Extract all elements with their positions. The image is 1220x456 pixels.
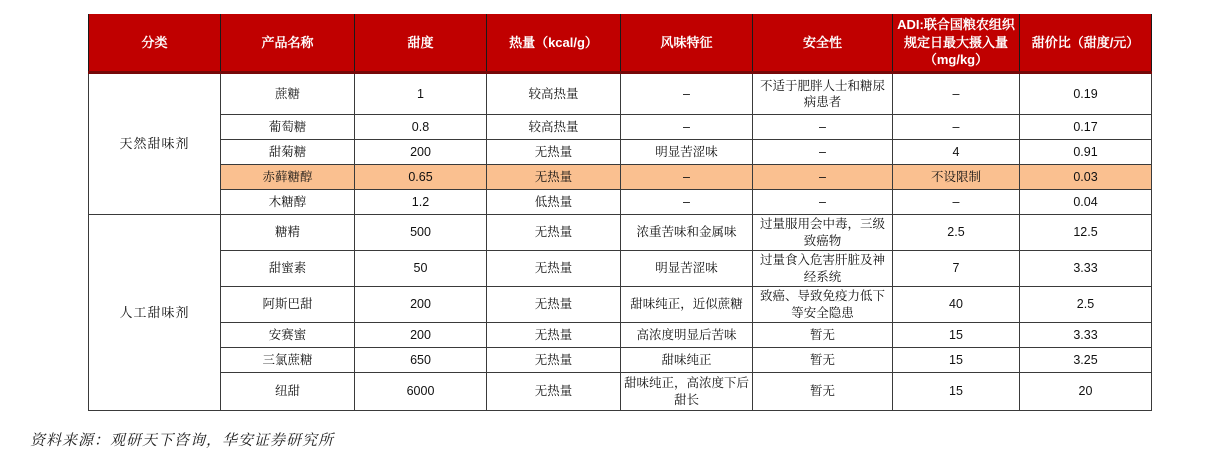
cell-product-name: 三氯蔗糖 bbox=[221, 348, 355, 373]
cell-sweetness: 1.2 bbox=[355, 190, 487, 215]
cell-adi: 7 bbox=[893, 251, 1020, 287]
cell-safety: – bbox=[753, 165, 893, 190]
cell-safety: 暂无 bbox=[753, 373, 893, 411]
cell-calories: 无热量 bbox=[487, 251, 621, 287]
cell-safety: 暂无 bbox=[753, 348, 893, 373]
cell-product-name: 甜蜜素 bbox=[221, 251, 355, 287]
table-row-sucrose bbox=[89, 73, 1152, 115]
cell-calories: 较高热量 bbox=[487, 115, 621, 140]
column-header-adi: ADI:联合国粮农组织规定日最大摄入量（mg/kg） bbox=[893, 14, 1020, 73]
column-header-safety: 安全性 bbox=[753, 14, 893, 73]
cell-flavor: 浓重苦味和金属味 bbox=[621, 215, 753, 251]
cell-calories: 较高热量 bbox=[487, 73, 621, 115]
cell-calories: 无热量 bbox=[487, 140, 621, 165]
table-header-row bbox=[89, 14, 1152, 73]
column-header-sweetness-price-ratio: 甜价比（甜度/元） bbox=[1020, 14, 1152, 73]
sweetener-comparison-table-container bbox=[88, 14, 1152, 411]
cell-product-name: 糖精 bbox=[221, 215, 355, 251]
cell-adi: 15 bbox=[893, 373, 1020, 411]
cell-adi: 40 bbox=[893, 287, 1020, 323]
cell-adi: 4 bbox=[893, 140, 1020, 165]
cell-flavor: 甜味纯正 bbox=[621, 348, 753, 373]
cell-product-name: 木糖醇 bbox=[221, 190, 355, 215]
cell-ratio: 12.5 bbox=[1020, 215, 1152, 251]
column-header-sweetness: 甜度 bbox=[355, 14, 487, 73]
cell-ratio: 3.33 bbox=[1020, 323, 1152, 348]
cell-product-name: 赤藓糖醇 bbox=[221, 165, 355, 190]
cell-product-name: 安赛蜜 bbox=[221, 323, 355, 348]
cell-ratio: 3.33 bbox=[1020, 251, 1152, 287]
cell-sweetness: 200 bbox=[355, 287, 487, 323]
cell-calories: 无热量 bbox=[487, 373, 621, 411]
column-header-category: 分类 bbox=[89, 14, 221, 73]
cell-adi: 15 bbox=[893, 323, 1020, 348]
cell-flavor: – bbox=[621, 115, 753, 140]
cell-safety: – bbox=[753, 140, 893, 165]
cell-calories: 无热量 bbox=[487, 348, 621, 373]
cell-flavor: – bbox=[621, 165, 753, 190]
table-row-glucose bbox=[89, 115, 1152, 140]
table-row-stevia bbox=[89, 140, 1152, 165]
cell-safety: 过量食入危害肝脏及神经系统 bbox=[753, 251, 893, 287]
cell-flavor: 高浓度明显后苦味 bbox=[621, 323, 753, 348]
cell-adi: – bbox=[893, 115, 1020, 140]
cell-sweetness: 500 bbox=[355, 215, 487, 251]
cell-sweetness: 6000 bbox=[355, 373, 487, 411]
cell-flavor: 明显苦涩味 bbox=[621, 140, 753, 165]
cell-adi: 15 bbox=[893, 348, 1020, 373]
cell-calories: 无热量 bbox=[487, 323, 621, 348]
cell-calories: 低热量 bbox=[487, 190, 621, 215]
cell-ratio: 0.04 bbox=[1020, 190, 1152, 215]
cell-product-name: 葡萄糖 bbox=[221, 115, 355, 140]
cell-adi: 2.5 bbox=[893, 215, 1020, 251]
cell-calories: 无热量 bbox=[487, 165, 621, 190]
cell-product-name: 纽甜 bbox=[221, 373, 355, 411]
cell-safety: – bbox=[753, 190, 893, 215]
cell-adi: – bbox=[893, 190, 1020, 215]
cell-sweetness: 50 bbox=[355, 251, 487, 287]
cell-calories: 无热量 bbox=[487, 215, 621, 251]
cell-sweetness: 1 bbox=[355, 73, 487, 115]
cell-sweetness: 0.65 bbox=[355, 165, 487, 190]
cell-ratio: 0.19 bbox=[1020, 73, 1152, 115]
category-cell-artificial: 人工甜味剂 bbox=[89, 215, 221, 411]
table-row-sucralose bbox=[89, 348, 1152, 373]
cell-sweetness: 650 bbox=[355, 348, 487, 373]
table-row-acesulfame bbox=[89, 323, 1152, 348]
sweetener-comparison-table bbox=[88, 14, 1152, 411]
cell-product-name: 蔗糖 bbox=[221, 73, 355, 115]
column-header-product-name: 产品名称 bbox=[221, 14, 355, 73]
cell-safety: 致癌、导致免疫力低下等安全隐患 bbox=[753, 287, 893, 323]
table-row-cyclamate bbox=[89, 251, 1152, 287]
cell-flavor: – bbox=[621, 190, 753, 215]
table-row-saccharin bbox=[89, 215, 1152, 251]
cell-ratio: 3.25 bbox=[1020, 348, 1152, 373]
cell-flavor: 明显苦涩味 bbox=[621, 251, 753, 287]
cell-sweetness: 200 bbox=[355, 323, 487, 348]
cell-ratio: 2.5 bbox=[1020, 287, 1152, 323]
cell-safety: 过量服用会中毒，三级致癌物 bbox=[753, 215, 893, 251]
source-note: 资料来源：观研天下咨询，华安证券研究所 bbox=[30, 433, 335, 449]
cell-ratio: 20 bbox=[1020, 373, 1152, 411]
cell-safety: – bbox=[753, 115, 893, 140]
cell-product-name: 阿斯巴甜 bbox=[221, 287, 355, 323]
cell-flavor: 甜味纯正，高浓度下后甜长 bbox=[621, 373, 753, 411]
cell-sweetness: 0.8 bbox=[355, 115, 487, 140]
cell-adi: – bbox=[893, 73, 1020, 115]
table-row-xylitol bbox=[89, 190, 1152, 215]
cell-flavor: 甜味纯正，近似蔗糖 bbox=[621, 287, 753, 323]
cell-ratio: 0.03 bbox=[1020, 165, 1152, 190]
table-row-erythritol-highlighted bbox=[89, 165, 1152, 190]
cell-adi: 不设限制 bbox=[893, 165, 1020, 190]
table-row-neotame bbox=[89, 373, 1152, 411]
cell-ratio: 0.91 bbox=[1020, 140, 1152, 165]
category-cell-natural: 天然甜味剂 bbox=[89, 73, 221, 215]
cell-product-name: 甜菊糖 bbox=[221, 140, 355, 165]
cell-flavor: – bbox=[621, 73, 753, 115]
cell-safety: 暂无 bbox=[753, 323, 893, 348]
column-header-flavor: 风味特征 bbox=[621, 14, 753, 73]
column-header-calories: 热量（kcal/g） bbox=[487, 14, 621, 73]
table-row-aspartame bbox=[89, 287, 1152, 323]
cell-sweetness: 200 bbox=[355, 140, 487, 165]
cell-safety: 不适于肥胖人士和糖尿病患者 bbox=[753, 73, 893, 115]
cell-calories: 无热量 bbox=[487, 287, 621, 323]
cell-ratio: 0.17 bbox=[1020, 115, 1152, 140]
